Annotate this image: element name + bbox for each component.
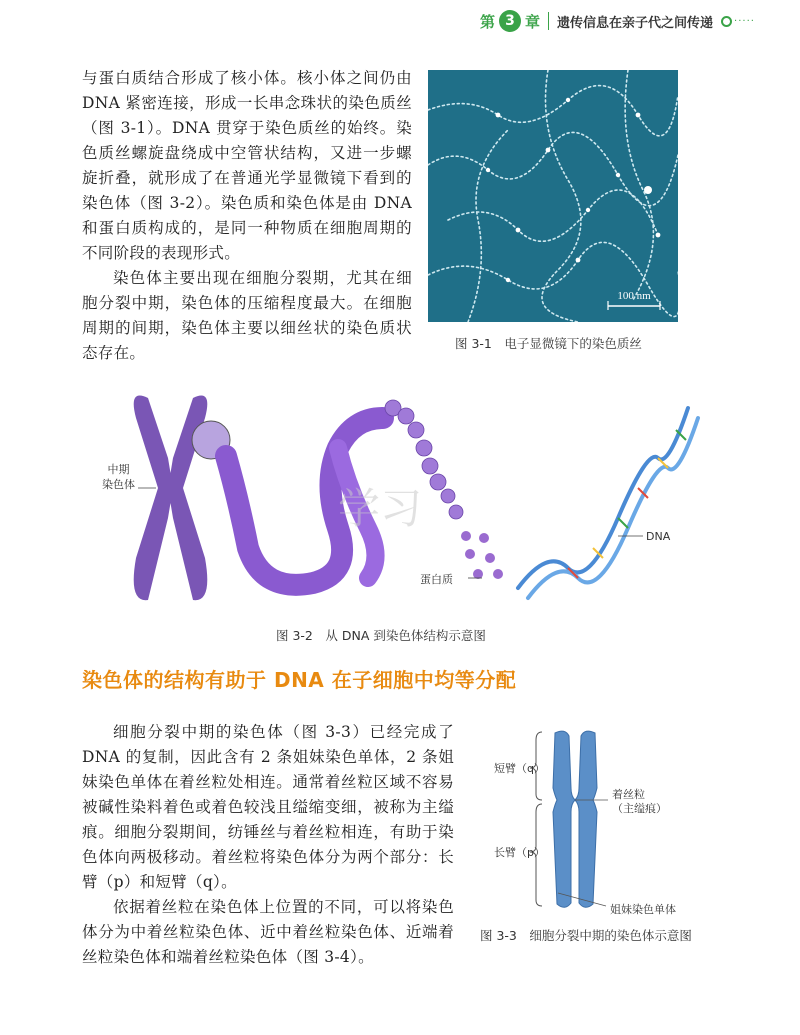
paragraph-chromatin: 与蛋白质结合形成了核小体。核小体之间仍由 DNA 紧密连接，形成一长串念珠状的染色质丝（图 3-1）。DNA 贯穿于染色质丝的始终。染色质丝螺旋盘绕成中空管状结构，又进一步螺旋折叠，就形成了在普通光学显微镜下看到的染色体（图 3-2）。染色质和染色体是由 DNA 和蛋白质构成的，是同一种物质在细胞周期的不同阶段的表现形式。 (82, 69, 412, 262)
paragraph-metaphase-chromosome: 细胞分裂中期的染色体（图 3-3）已经完成了 DNA 的复制，因此含有 2 条姐妹染色单体，2 条姐妹染色单体在着丝粒处相连。通常着丝粒区域不容易被碱性染料着色或着色较浅且缢缩变细，被称为主缢痕。细胞分裂期间，纺锤丝与着丝粒相连，有助于染色体向两极移动。着丝粒将染色体分为两个部分：长臂（p）和短臂（q）。 (82, 723, 454, 891)
chapter-number-badge: 3 (499, 10, 521, 32)
figure-3-3-caption: 图 3-3 细胞分裂中期的染色体示意图 (480, 928, 692, 943)
paragraph-chromosome-phase: 染色体主要出现在细胞分裂期，尤其在细胞分裂中期，染色体的压缩程度最大。在细胞周期的间期，染色体主要以细丝状的染色质状态存在。 (82, 269, 412, 362)
electron-micrograph (428, 70, 678, 322)
ring-icon (721, 16, 732, 27)
dna-double-helix (518, 408, 698, 598)
chapter-suffix: 章 (525, 12, 541, 31)
section-heading: 染色体的结构有助于 DNA 在子细胞中均等分配 (82, 668, 517, 692)
chapter-header (480, 6, 800, 36)
label-long-arm: 长臂（p） (494, 846, 545, 859)
scale-bar-label: 100 nm (617, 290, 651, 302)
label-metaphase-line1: 中期 (107, 463, 130, 476)
chapter-prefix: 第 (480, 12, 496, 31)
figure-3-3-annotations (480, 728, 700, 918)
paragraph-centromere-types: 依据着丝粒在染色体上位置的不同，可以将染色体分为中着丝粒染色体、近中着丝粒染色体、近端着丝粒染色体和端着丝粒染色体（图 3-4）。 (82, 898, 454, 966)
label-protein: 蛋白质 (420, 573, 453, 586)
header-divider (548, 12, 549, 30)
label-metaphase-line2: 染色体 (102, 478, 135, 491)
figure-3-2-caption: 图 3-2 从 DNA 到染色体结构示意图 (276, 628, 486, 643)
nucleosomes (461, 531, 503, 579)
figure-3-1-caption: 图 3-1 电子显微镜下的染色质丝 (455, 336, 642, 351)
watermark: 学习 (338, 484, 423, 533)
label-centromere (612, 788, 667, 816)
label-metaphase-chromosome (102, 462, 135, 492)
metaphase-chromosome (134, 396, 208, 601)
label-dna: DNA (646, 530, 671, 543)
label-short-arm: 短臂（q） (494, 762, 545, 775)
label-centromere-line1: 着丝粒 (612, 788, 645, 801)
chapter-title: 遗传信息在亲子代之间传递 (557, 15, 714, 31)
dna-to-chromosome-illustration (98, 378, 718, 618)
label-sister-chromatid: 姐妹染色单体 (610, 903, 676, 916)
label-centromere-line2: （主缢痕） (612, 802, 667, 815)
sister-chromatid-leader-line (558, 893, 606, 906)
dots-decoration: ····· (734, 15, 755, 27)
